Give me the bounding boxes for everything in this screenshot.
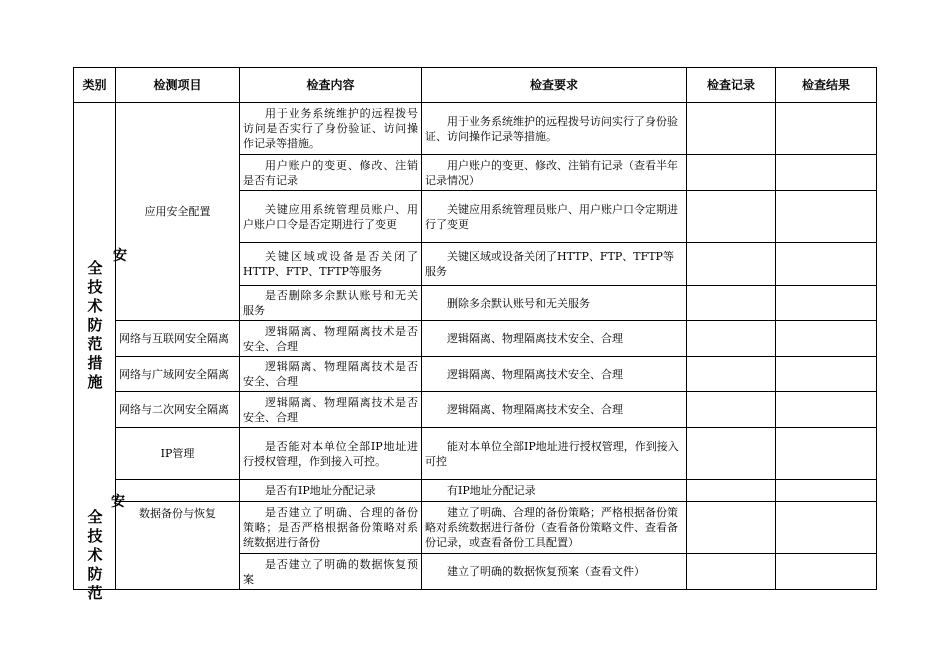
result-cell	[776, 392, 877, 428]
record-cell	[687, 243, 776, 286]
item-ip-mgmt: IP管理	[116, 428, 240, 480]
item-cell-empty	[116, 480, 240, 502]
result-cell	[776, 286, 877, 321]
requirement-cell: 关键应用系统管理员账户、用户账户口令定期进行了变更	[422, 191, 687, 243]
table-row	[74, 357, 877, 392]
header-requirement: 检查要求	[422, 68, 687, 103]
record-cell	[687, 554, 776, 590]
requirement-cell: 能对本单位全部IP地址进行授权管理，作到接入可控	[422, 428, 687, 480]
content-cell: 用户账户的变更、修改、注销是否有记录	[240, 155, 422, 191]
result-cell	[776, 357, 877, 392]
requirement-cell: 删除多余默认账号和无关服务	[422, 286, 687, 321]
header-item: 检测项目	[116, 68, 240, 103]
category-label-1: 全 技 术 防 范 措 施	[87, 259, 103, 391]
content-cell: 是否建立了明确的数据恢复预案	[240, 554, 422, 590]
result-cell	[776, 155, 877, 191]
requirement-cell: 逻辑隔离、物理隔离技术安全、合理	[422, 392, 687, 428]
content-cell: 是否建立了明确、合理的备份策略；是否严格根据备份策略对系统数据进行备份	[240, 502, 422, 554]
requirement-cell: 逻辑隔离、物理隔离技术安全、合理	[422, 357, 687, 392]
header-result: 检查结果	[776, 68, 877, 103]
requirement-cell: 关键区域或设备关闭了HTTP、FTP、TFTP等服务	[422, 243, 687, 286]
record-cell	[687, 357, 776, 392]
header-row	[74, 68, 877, 103]
requirement-cell: 用于业务系统维护的远程拨号访问实行了身份验证、访问操作记录等措施。	[422, 103, 687, 155]
record-cell	[687, 103, 776, 155]
content-cell: 是否能对本单位全部IP地址进行授权管理，作到接入可控。	[240, 428, 422, 480]
category-cell	[74, 103, 116, 602]
requirement-cell: 建立了明确的数据恢复预案（查看文件）	[422, 554, 687, 590]
content-cell: 逻辑隔离、物理隔离技术是否安全、合理	[240, 357, 422, 392]
table-row	[74, 321, 877, 357]
requirement-cell: 逻辑隔离、物理隔离技术安全、合理	[422, 321, 687, 357]
category-overflow-char-2: 安	[111, 494, 125, 510]
table-row	[74, 103, 877, 155]
category-label-2: 全 技 术 防 范	[87, 508, 103, 602]
record-cell	[687, 286, 776, 321]
record-cell	[687, 392, 776, 428]
record-cell	[687, 155, 776, 191]
inspection-table	[73, 67, 877, 602]
record-cell	[687, 191, 776, 243]
item-backup: 数据备份与恢复	[116, 502, 240, 590]
result-cell	[776, 502, 877, 554]
result-cell	[776, 480, 877, 502]
record-cell	[687, 321, 776, 357]
result-cell	[776, 428, 877, 480]
result-cell	[776, 243, 877, 286]
item-net-zone2: 网络与二次网安全隔离	[116, 392, 240, 428]
result-cell	[776, 191, 877, 243]
item-net-internet: 网络与互联网安全隔离	[116, 321, 240, 357]
record-cell	[687, 502, 776, 554]
item-net-wan: 网络与广域网安全隔离	[116, 357, 240, 392]
header-record: 检查记录	[687, 68, 776, 103]
table-row	[74, 392, 877, 428]
content-cell: 关键区域或设备是否关闭了HTTP、FTP、TFTP等服务	[240, 243, 422, 286]
content-cell: 是否有IP地址分配记录	[240, 480, 422, 502]
record-cell	[687, 428, 776, 480]
content-cell: 逻辑隔离、物理隔离技术是否安全、合理	[240, 392, 422, 428]
content-cell: 用于业务系统维护的远程拨号访问是否实行了身份验证、访问操作记录等措施。	[240, 103, 422, 155]
content-cell: 关键应用系统管理员账户、用户账户口令是否定期进行了变更	[240, 191, 422, 243]
table-row	[74, 428, 877, 480]
category-overflow-char-1: 安	[113, 248, 127, 264]
result-cell	[776, 321, 877, 357]
result-cell	[776, 103, 877, 155]
requirement-cell: 建立了明确、合理的备份策略；严格根据备份策略对系统数据进行备份（查看备份策略文件、查看备份记录，或查看备份工具配置）	[422, 502, 687, 554]
result-cell	[776, 554, 877, 590]
header-category: 类别	[74, 68, 116, 103]
header-content: 检查内容	[240, 68, 422, 103]
requirement-cell: 有IP地址分配记录	[422, 480, 687, 502]
requirement-cell: 用户账户的变更、修改、注销有记录（查看半年记录情况）	[422, 155, 687, 191]
table-row	[74, 480, 877, 502]
record-cell	[687, 480, 776, 502]
item-app-security: 应用安全配置	[116, 103, 240, 321]
table-row	[74, 502, 877, 554]
content-cell: 是否删除多余默认账号和无关服务	[240, 286, 422, 321]
content-cell: 逻辑隔离、物理隔离技术是否安全、合理	[240, 321, 422, 357]
